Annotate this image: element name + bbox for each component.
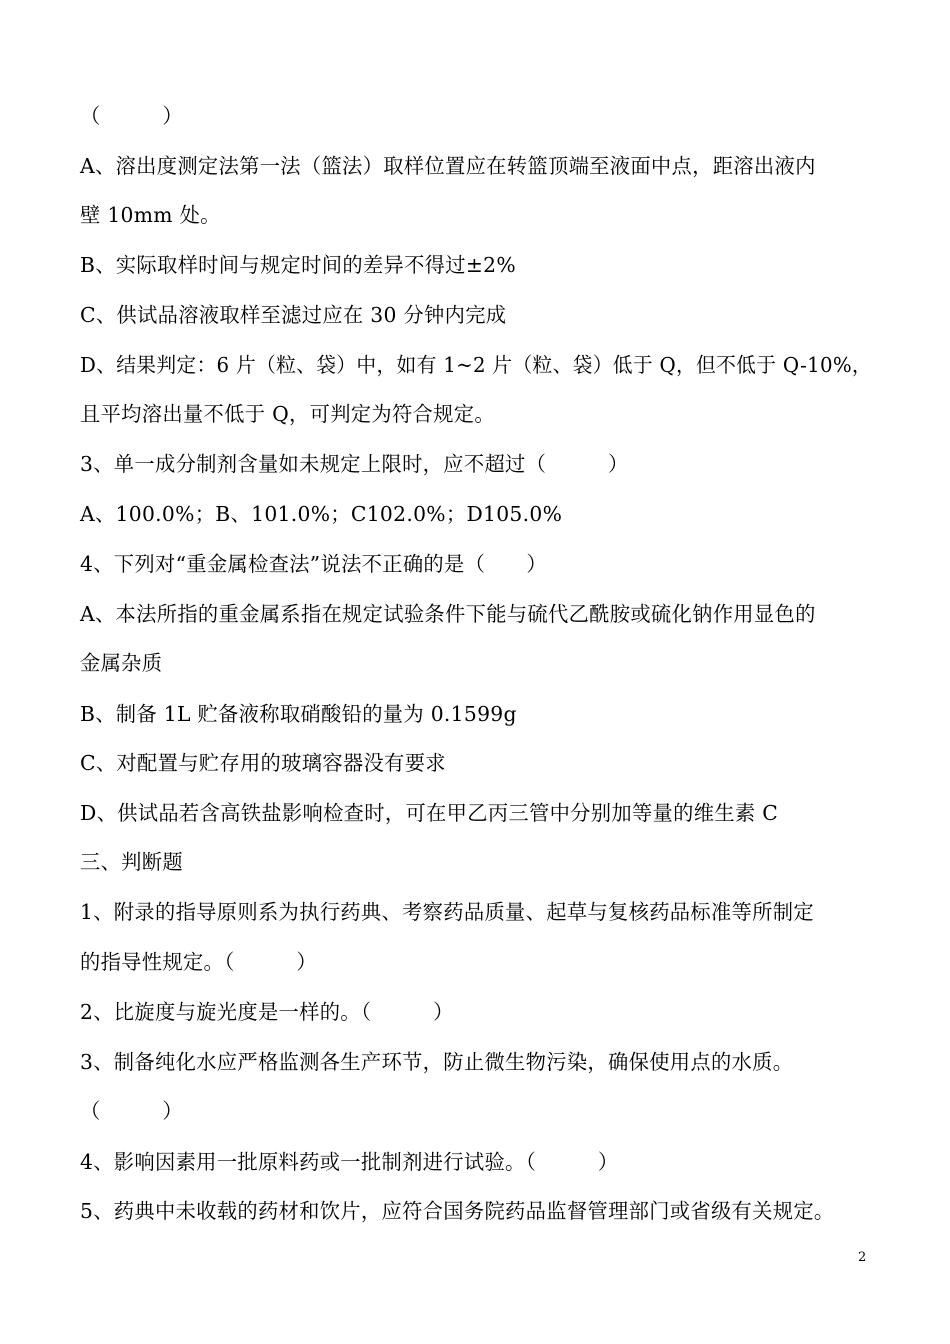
text-line: （ ）	[80, 1099, 183, 1123]
section-heading: 三、判断题	[80, 850, 183, 874]
text-line: C、对配置与贮存用的玻璃容器没有要求	[80, 751, 446, 775]
text-line: D、结果判定：6 片（粒、袋）中，如有 1~2 片（粒、袋）低于 Q，但不低于 Q-10%，	[80, 353, 872, 377]
question-line: 1、附录的指导原则系为执行药典、考察药品质量、起草与复核药品标准等所制定	[80, 900, 814, 924]
text-line: B、实际取样时间与规定时间的差异不得过±2%	[80, 253, 516, 277]
question-line: 2、比旋度与旋光度是一样的。（ ）	[80, 1000, 454, 1024]
text-line: 的指导性规定。（ ）	[80, 950, 317, 974]
question-line: 3、制备纯化水应严格监测各生产环节，防止微生物污染，确保使用点的水质。	[80, 1050, 794, 1074]
text-line: A、100.0%；B、101.0%；C102.0%；D105.0%	[80, 502, 563, 526]
text-line: （ ）	[80, 104, 183, 128]
text-line: 且平均溶出量不低于 Q，可判定为符合规定。	[80, 402, 495, 426]
page-number: 2	[858, 1250, 867, 1265]
text-line: B、制备 1L 贮备液称取硝酸铅的量为 0.1599g	[80, 702, 517, 726]
question-line: 5、药典中未收载的药材和饮片，应符合国务院药品监督管理部门或省级有关规定。	[80, 1199, 835, 1223]
question-line: 4、影响因素用一批原料药或一批制剂进行试验。（ ）	[80, 1150, 619, 1174]
text-line: 金属杂质	[80, 651, 163, 675]
question-line: 3、单一成分制剂含量如未规定上限时，应不超过（ ）	[80, 452, 629, 476]
text-line: D、供试品若含高铁盐影响检查时，可在甲乙丙三管中分别加等量的维生素 C	[80, 801, 779, 825]
text-line: A、本法所指的重金属系指在规定试验条件下能与硫代乙酰胺或硫化钠作用显色的	[80, 602, 816, 626]
text-line: 壁 10mm 处。	[80, 203, 221, 227]
text-line: C、供试品溶液取样至滤过应在 30 分钟内完成	[80, 303, 507, 327]
question-line: 4、下列对“重金属检查法”说法不正确的是（ ）	[80, 552, 547, 576]
text-line: A、溶出度测定法第一法（篮法）取样位置应在转篮顶端至液面中点，距溶出液内	[80, 154, 816, 178]
